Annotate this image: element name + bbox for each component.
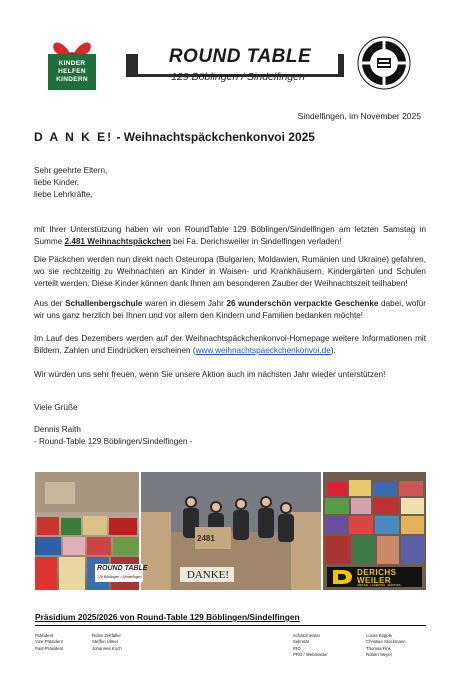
signer-org: - Round-Table 129 Böblingen/Sindelfingen -	[34, 437, 193, 446]
text: Aus der	[34, 299, 66, 308]
footer-title: Präsidium 2025/2026 von Round-Table 129 Böblingen/Sindelfingen	[35, 612, 300, 622]
headline-danke: D A N K E!	[34, 130, 114, 144]
footer-roles-right	[293, 633, 328, 658]
closing: Viele Grüße	[34, 403, 78, 412]
text: Im Lauf des Dezembers werden auf der Weihnachtspäckchenkonvoi-Homepage weitere Informationen mit Bildern, Zahlen und Eindrücken erscheinen (	[34, 334, 426, 355]
homepage-link[interactable]: www.weihnachtspaeckchenkonvoi.de	[195, 346, 331, 355]
letter-date: Sindelfingen, im November 2025	[297, 111, 421, 121]
role: PRO / Webmaster	[293, 651, 328, 657]
name: Christian Stockmann	[366, 639, 406, 645]
text: ).	[330, 346, 336, 355]
name: Robert Meyer	[366, 651, 393, 657]
footer-names-left	[92, 633, 122, 652]
footer-divider	[35, 625, 426, 626]
school-name: Schallenbergschule	[65, 299, 143, 308]
photo-strip	[35, 472, 426, 590]
name: Thomas Fink	[366, 645, 391, 651]
package-count: 2.481 Weihnachtspäckchen	[64, 237, 171, 246]
name: Robin Zeltfaller	[92, 633, 121, 638]
greeting-line: liebe Kinder,	[34, 178, 80, 187]
text: waren in diesem Jahr	[142, 299, 227, 308]
text: bei Fa. Derichsweiler in Sindelfingen verladen!	[170, 237, 342, 246]
role: Präsident	[35, 633, 54, 638]
footer-roles-left	[35, 633, 63, 652]
derichsweiler-line2: WEILER	[357, 576, 392, 585]
derichsweiler-line1: DERICHS	[357, 568, 397, 577]
footer-names-right	[366, 633, 406, 658]
paragraph-thanks	[34, 224, 426, 248]
letter-headline	[34, 130, 315, 144]
headline-title: - Weihnachtspäckchenkonvoi 2025	[113, 130, 315, 144]
name: Lucas Köpple	[366, 633, 393, 638]
derichsweiler-tagline: UMZÜGE · LAGERUNG · SERVICES	[357, 584, 401, 587]
kinder-logo-line: KINDER	[58, 60, 86, 67]
signer-name: Dennis Raith	[34, 425, 81, 434]
round-table-emblem-icon	[357, 36, 411, 90]
greeting-line: Sehr geehrte Eltern,	[34, 166, 108, 175]
role: Sekretär	[293, 639, 310, 645]
round-table-title: ROUND TABLE	[168, 46, 312, 67]
kinder-helfen-kindern-logo	[40, 36, 104, 92]
paragraph-school	[34, 298, 426, 322]
paragraph-homepage	[34, 333, 426, 357]
name: Steffen Ulmer	[92, 639, 119, 645]
role: IRO	[293, 645, 301, 651]
kinder-logo-line: HELFEN	[58, 68, 86, 75]
role: Schatzmeister	[293, 633, 321, 638]
name: Johannes Koch	[92, 645, 122, 651]
danke-text: DANKE!	[186, 569, 230, 581]
kinder-logo-box	[48, 54, 96, 90]
paragraph-next-year: Wir würden uns sehr freuen, wenn Sie unsere Aktion auch im nächsten Jahr wieder unterstützen!	[34, 370, 386, 379]
round-table-badge-subtitle: 129 Böblingen / Sindelfingen	[97, 575, 142, 579]
signature-block	[34, 424, 192, 448]
paragraph-destination: Die Päckchen werden nun direkt nach Osteuropa (Bulgarien, Moldawien, Rumänien und Ukraine) gefahren, wo sie rechtzeitig zu Weihnachten an Kinder in Waisen- und Krankhäusern, Kindergärten und Schulen verteilt werden. Diese Kinder können dank Ihnen am besonderen Zauber der Weihnachtszeit teilhaben!	[34, 255, 426, 288]
number-sign-text: 2481	[197, 534, 215, 543]
role: Vize-Präsident	[35, 639, 63, 645]
role: Past-Präsident	[35, 645, 64, 651]
derichsweiler-d-icon	[331, 569, 353, 585]
round-table-badge-title: ROUND TABLE	[97, 565, 148, 572]
greeting-line: liebe Lehrkräfte,	[34, 190, 93, 199]
round-table-subtitle: 129 Böblingen / Sindelfingen	[171, 71, 305, 83]
kinder-logo-line: KINDERN	[56, 76, 88, 83]
gift-count: 26 wunderschön verpackte Geschenke	[226, 299, 379, 308]
greeting	[34, 165, 107, 201]
text: dabei, wofür wir uns ganz herzlich bei Ihnen und vor allem den Kindern und Familien bedanken möchte!	[34, 299, 426, 320]
text: mit Ihrer Unterstützung haben wir von RoundTable 129 Böblingen/Sindelfingen am letzten Samstag in Summe	[34, 225, 426, 246]
